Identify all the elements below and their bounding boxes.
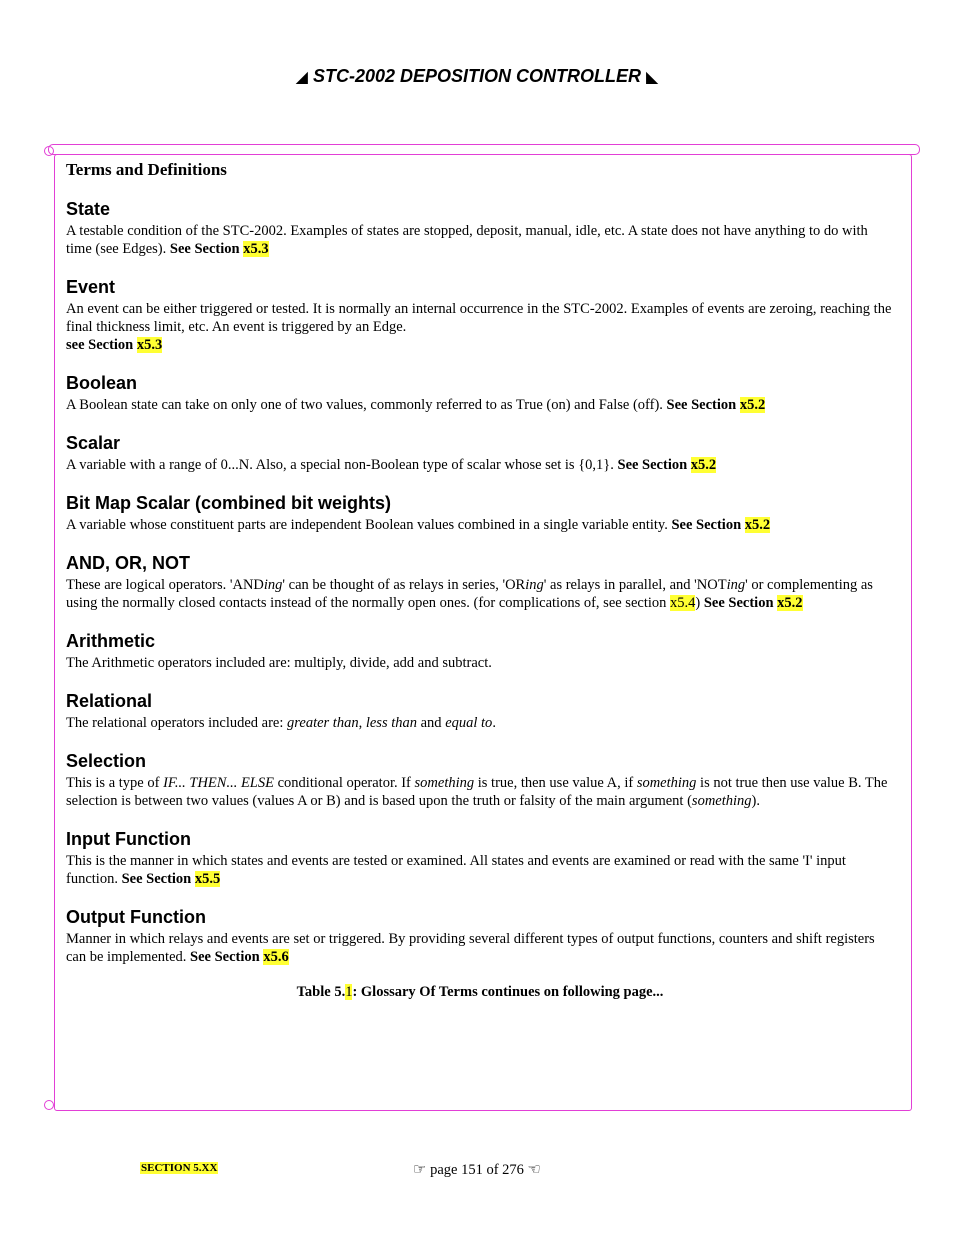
left-corner-icon: ◢ bbox=[295, 69, 308, 86]
term-relational bbox=[66, 690, 894, 732]
term-body: A Boolean state can take on only one of two values, commonly referred to as True (on) and False (off). See Section x5.2 bbox=[66, 397, 766, 413]
term-state bbox=[66, 198, 894, 258]
page-header bbox=[0, 66, 954, 87]
section-ref-link[interactable]: x5.2 bbox=[739, 397, 766, 413]
page-number: page 151 of 276 bbox=[430, 1162, 524, 1178]
section-heading: Terms and Definitions bbox=[66, 160, 227, 179]
term-event bbox=[66, 276, 894, 354]
frame-corner-icon bbox=[44, 1100, 54, 1110]
term-arithmetic bbox=[66, 630, 894, 672]
term-scalar bbox=[66, 432, 894, 474]
right-corner-icon: ◣ bbox=[646, 69, 659, 86]
term-title: Input Function bbox=[66, 829, 191, 849]
table-caption: Table 5.1: Glossary Of Terms continues on following page... bbox=[296, 984, 664, 1000]
term-title: Bit Map Scalar (combined bit weights) bbox=[66, 493, 392, 513]
term-body: This is a type of IF... THEN... ELSE conditional operator. If something is true, then use value A, if something is not true then use value B. The selection is between two values (values A or B) and is based upon the truth or falsity of the main argument (something). bbox=[66, 775, 888, 809]
term-bit-map-scalar bbox=[66, 492, 894, 534]
term-body: These are logical operators. 'ANDing' can be thought of as relays in series, 'ORing' as relays in parallel, and 'NOTing' or complementing as using the normally closed contacts instead of the normally open ones. (for complications of, see section x5.4) See Section x5.2 bbox=[66, 577, 873, 611]
table-number[interactable]: 1 bbox=[345, 984, 353, 1000]
section-ref-link[interactable]: x5.4 bbox=[670, 595, 696, 611]
section-ref-link[interactable]: x5.2 bbox=[690, 457, 717, 473]
frame-corner-icon bbox=[44, 146, 54, 156]
page-footer bbox=[0, 1160, 954, 1179]
term-output-function bbox=[66, 906, 894, 966]
section-ref-link[interactable]: x5.3 bbox=[243, 241, 269, 257]
term-body: A variable with a range of 0...N. Also, a special non-Boolean type of scalar whose set is {0,1}. See Section x5.2 bbox=[66, 457, 717, 473]
section-ref-link[interactable]: x5.2 bbox=[744, 517, 771, 533]
pointing-right-hand-icon: ☞ bbox=[413, 1160, 427, 1178]
term-selection bbox=[66, 750, 894, 810]
term-title: Boolean bbox=[66, 373, 138, 393]
section-ref-link[interactable]: x5.6 bbox=[263, 949, 289, 965]
glossary-content bbox=[66, 160, 894, 1001]
term-body: A testable condition of the STC-2002. Examples of states are stopped, deposit, manual, idle, etc. A state does not have anything to do with time (see Edges). See Section x5.3 bbox=[66, 223, 868, 257]
term-boolean bbox=[66, 372, 894, 414]
pointing-left-hand-icon: ☜ bbox=[527, 1160, 541, 1178]
term-title: State bbox=[66, 199, 111, 219]
term-body: The Arithmetic operators included are: multiply, divide, add and subtract. bbox=[66, 655, 492, 671]
term-body: This is the manner in which states and events are tested or examined. All states and events are examined or read with the same 'I' input function. See Section x5.5 bbox=[66, 853, 846, 887]
footer-section-link[interactable]: SECTION 5.XX bbox=[141, 1162, 218, 1174]
term-body: A variable whose constituent parts are independent Boolean values combined in a single variable entity. See Section x5.2 bbox=[66, 517, 771, 533]
document-title: STC-2002 DEPOSITION CONTROLLER bbox=[312, 66, 642, 86]
term-title: Event bbox=[66, 277, 116, 297]
term-title: AND, OR, NOT bbox=[66, 553, 190, 573]
section-ref-link[interactable]: x5.3 bbox=[136, 337, 163, 353]
section-ref-link[interactable]: x5.2 bbox=[777, 595, 803, 611]
term-body: The relational operators included are: greater than, less than and equal to. bbox=[66, 715, 496, 731]
section-ref-link[interactable]: x5.5 bbox=[194, 871, 221, 887]
term-title: Selection bbox=[66, 751, 147, 771]
term-body: Manner in which relays and events are set or triggered. By providing several different types of output functions, counters and shift registers can be implemented. See Section x5.6 bbox=[66, 931, 875, 965]
term-and-or-not bbox=[66, 552, 894, 612]
term-input-function bbox=[66, 828, 894, 888]
term-title: Arithmetic bbox=[66, 631, 156, 651]
term-title: Relational bbox=[66, 691, 153, 711]
term-body: An event can be either triggered or tested. It is normally an internal occurrence in the STC-2002. Examples of events are zeroing, reaching the final thickness limit, etc. An event is triggered by an Edge. see Section x5.3 bbox=[66, 301, 892, 353]
term-title: Scalar bbox=[66, 433, 121, 453]
term-title: Output Function bbox=[66, 907, 206, 927]
